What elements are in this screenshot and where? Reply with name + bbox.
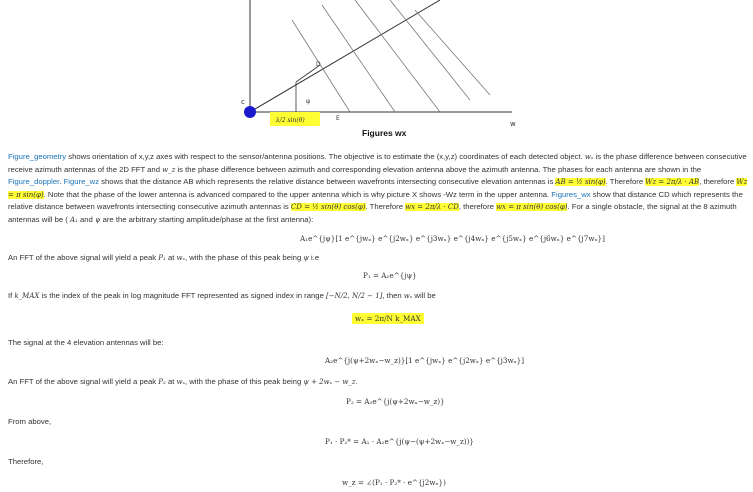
intro-paragraph [8,151,748,226]
text: , then [382,291,404,300]
link-figures-wx[interactable]: Figures_wx [551,189,591,199]
math-wx: wₓ [176,378,185,386]
text: An FFT of the above signal will yield a peak [8,377,159,386]
link-figure-wz[interactable]: Figure_wz [63,177,100,186]
math-psi: ψ [303,254,309,262]
highlight-wx-1: wx = 2π/λ · CD [405,203,459,211]
fft-peak-line [8,253,319,262]
highlight-wz-1: Wz = 2π/λ · AB [645,178,700,186]
label-c: c [241,98,245,106]
text: . [59,177,64,186]
text: i.e [308,253,320,262]
incident-arrow [250,0,440,112]
label-e: E [336,115,340,122]
text: . Therefore [605,177,646,186]
math-psi: ψ [94,215,101,224]
text: , therefore [699,177,737,186]
equation-azimuth-signal: A₁e^{jψ}[1 e^{jwₓ} e^{j2wₓ} e^{j3wₓ} e^{j4wₓ} e^{j5wₓ} e^{j6wₓ} e^{j7wₓ}] [300,234,605,243]
equation-p2: P₂ = A₂e^{j(ψ+2wₓ−w_z)} [346,397,445,406]
equation-p1: P₁ = A₁e^{jψ} [363,271,417,280]
math-range: [−N/2, N/2 − 1] [325,292,383,300]
highlight-wz-2: Wz = π sin(φ) [8,178,748,199]
text: . Therefore [365,202,406,211]
math-a1: A₁ [69,215,78,224]
text: shows orientation of x,y,z axes with respect to the sensor/antenna positions. The objective is to estimate the (x,y,z) coordinates of each detected object. [66,152,585,161]
text: and [77,214,95,224]
text: are the arbitrary starting amplitude/phase at the first antenna): [100,214,314,224]
text: . [355,377,358,386]
text: will be [412,291,436,300]
wavefront-line [355,0,440,112]
highlight-wx-2: wx = π sin(θ) cos(φ) [496,203,568,211]
fft-peak-p2-line [8,377,358,386]
label-phi: φ [306,98,311,105]
text: , with the phase of this peak being [184,377,304,386]
equation-wz: w_z = ∠(P₁ · P₂* · e^{j2wₓ}) [342,478,446,487]
kmax-line [8,291,436,300]
math-p2: P₂ [158,378,166,386]
text: at [165,253,177,262]
math-phase: ψ + 2wₓ − w_z [303,378,356,386]
text: If [8,291,15,300]
equation-elevation-signal: A₂e^{j(ψ+2wₓ−w_z)}[1 e^{jwₓ} e^{j2wₓ} e^{j3wₓ}] [325,356,525,365]
antenna-origin-dot [244,106,256,118]
math-wx: wₓ [584,153,594,161]
math-wx: wₓ [176,254,185,262]
text: at [165,377,177,386]
text: shows that the distance AB which represents the relative distance between wavefronts intersecting consecutive elevation antennas is [99,177,556,186]
elevation-signal-line: The signal at the 4 elevation antennas will be: [8,338,164,347]
text: show that distance CD which represents the relative distance between wavefronts intersecting consecutive azimuth antennas is [8,189,743,211]
link-figure-geometry[interactable]: Figure_geometry [8,152,67,161]
wavefront-line [390,0,470,100]
wavefront-figure [0,0,753,150]
label-w: w [510,120,516,128]
text: is the index of the peak in log magnitude FFT represented as signed index in range [39,291,326,300]
highlight-cd: CD = ½ sin(θ) cos(φ) [290,203,366,211]
equation-product: P₁ · P₂* = A₁ · A₂e^{j(ψ−(ψ+2wₓ−w_z))} [325,437,474,446]
math-kmax: k_MAX [14,292,40,300]
wavefront-line [322,5,395,112]
link-figure-doppler[interactable]: Figure_doppler [8,177,60,186]
math-p1: P₁ [158,254,166,262]
text: An FFT of the above signal will yield a peak [8,253,159,262]
text: , with the phase of this peak being [184,253,304,262]
math-wx: wₓ [403,292,413,300]
text: . For a single obstacle, the signal at the 8 azimuth antennas will be ( [8,202,737,224]
figure-caption: Figures wx [362,128,407,138]
text: , therefore [458,202,497,211]
label-dist: λ/2 sin(θ) [276,117,305,124]
text: is the phase difference between azimuth and corresponding elevation antenna above the azimuth antenna. The phases for each antenna are shown in the [175,164,702,174]
label-d: D [316,61,321,68]
text: is the phase difference between consecutive receive azimuth antennas of the 2D FFT and [8,152,747,174]
text: . Note that the phase of the lower antenna is advanced compared to the upper antenna which is why picture X shows -Wz term in the upper antenna. [43,189,552,199]
wavefront-line [415,10,490,95]
therefore-line: Therefore, [8,457,44,466]
equation-wx-kmax: wₓ = 2π/N k_MAX [352,313,424,324]
from-above-line: From above, [8,417,52,426]
highlight-ab: AB = ½ sin(φ) [555,178,606,186]
math-wz: w_z [162,165,176,174]
